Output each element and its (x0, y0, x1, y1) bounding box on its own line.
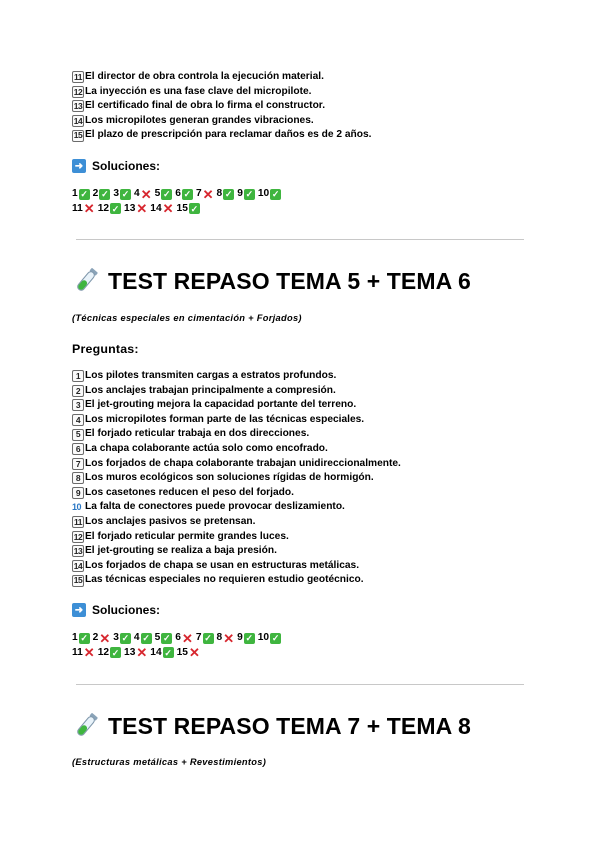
question-item (72, 369, 401, 384)
keycap-number-icon: 3 (72, 399, 84, 411)
answer-number: 11 (72, 646, 83, 658)
question-text: Los anclajes trabajan principalmente a compresión. (85, 384, 336, 396)
question-item (72, 384, 401, 399)
question-text: El forjado reticular trabaja en dos direcciones. (85, 428, 310, 440)
question-text: El plazo de prescripción para reclamar daños es de 2 años. (85, 129, 372, 141)
answer-number: 15 (176, 646, 188, 658)
answer-item (93, 631, 111, 646)
answer-number: 7 (195, 188, 202, 199)
cross-mark-icon: ✕ (83, 645, 95, 661)
answer-item (72, 187, 90, 202)
section-title (72, 266, 471, 296)
answer-item (177, 646, 200, 661)
divider (76, 239, 524, 240)
cross-mark-icon: ✕ (188, 645, 200, 661)
keycap-number-icon: 13 (73, 101, 83, 112)
answer-number: 9 (237, 632, 243, 643)
question-item (72, 457, 401, 472)
solutions-heading-b (72, 603, 160, 617)
question-item (72, 515, 401, 530)
answer-item (237, 631, 255, 646)
answer-line (72, 187, 284, 202)
question-item (72, 99, 372, 114)
section-subtitle: (Estructuras metálicas + Revestimientos) (72, 757, 267, 767)
question-item (72, 471, 401, 486)
test-tube-icon (72, 711, 100, 741)
question-item (72, 544, 401, 559)
question-item (72, 128, 372, 143)
test-tube-icon (72, 266, 100, 296)
keycap-number-icon: 6 (72, 443, 84, 455)
question-item (72, 442, 401, 457)
answer-line (72, 646, 284, 661)
answer-number: 13 (124, 646, 136, 658)
solutions-answers-b (72, 631, 284, 660)
answer-number: 1 (72, 632, 78, 643)
check-mark-icon: ✓ (80, 633, 88, 643)
answer-item (150, 202, 173, 217)
question-text: Las técnicas especiales no requieren estudio geotécnico. (85, 574, 364, 586)
question-item (72, 114, 372, 129)
keycap-number-icon: 14 (73, 560, 83, 571)
question-text: Los forjados de chapa se usan en estructuras metálicas. (85, 559, 360, 571)
question-text: Los muros ecológicos son soluciones rígidas de hormigón. (85, 472, 374, 484)
answer-number: 2 (92, 632, 99, 643)
answer-number: 11 (72, 202, 83, 214)
check-mark-icon: ✓ (164, 647, 172, 658)
keycap-number-icon: 4 (72, 414, 84, 426)
question-text: Los micropilotes generan grandes vibraciones. (85, 114, 314, 126)
check-mark-icon: ✓ (111, 647, 120, 658)
solutions-heading-a (72, 159, 160, 173)
answer-number: 14 (150, 202, 162, 214)
answer-number: 3 (113, 632, 119, 643)
answer-number: 4 (133, 632, 140, 643)
keycap-number-icon: 13 (73, 546, 83, 557)
question-text: Los pilotes transmiten cargas a estratos profundos. (85, 370, 337, 381)
cross-mark-icon: ✕ (162, 201, 174, 217)
question-text: El jet-grouting se realiza a baja presión. (85, 545, 277, 557)
keycap-number-icon: 12 (73, 531, 83, 542)
top-question-list (72, 70, 372, 143)
question-item (72, 427, 401, 442)
answer-item (134, 187, 152, 202)
question-item (72, 70, 372, 85)
answer-number: 10 (257, 188, 270, 199)
keycap-number-icon: 11 (74, 516, 82, 527)
answer-number: 13 (124, 202, 136, 214)
answer-item (175, 631, 193, 646)
arrow-right-icon: ➜ (72, 159, 86, 173)
question-text: La falta de conectores puede provocar deslizamiento. (85, 501, 345, 513)
answer-number: 4 (134, 188, 140, 199)
question-item (72, 413, 401, 428)
question-item (72, 559, 401, 574)
keycap-number-icon: 5 (72, 429, 84, 441)
check-mark-icon: ✓ (271, 189, 280, 199)
answer-number: 3 (113, 188, 120, 199)
section-title-text: TEST REPASO TEMA 7 + TEMA 8 (108, 712, 471, 739)
keycap-number-icon: 15 (73, 130, 83, 141)
answer-item (177, 202, 200, 217)
answer-item (196, 631, 214, 646)
question-item (72, 530, 401, 545)
question-text: Los micropilotes forman parte de las técnicas especiales. (85, 413, 365, 425)
keycap-number-icon: 10 (72, 502, 82, 513)
answer-number: 7 (195, 632, 202, 643)
check-mark-icon: ✓ (245, 189, 254, 199)
divider (76, 684, 524, 685)
cross-mark-icon: ✕ (99, 630, 111, 646)
check-mark-icon: ✓ (204, 633, 212, 643)
keycap-number-icon: 7 (72, 458, 84, 470)
keycap-number-icon: 12 (73, 86, 83, 97)
answer-item (124, 202, 147, 217)
answer-number: 9 (237, 188, 243, 199)
question-text: La chapa colaborante actúa solo como encofrado. (85, 442, 328, 454)
check-mark-icon: ✓ (111, 203, 120, 214)
question-item (72, 486, 401, 501)
answer-item (93, 187, 111, 202)
question-item (72, 398, 401, 413)
answer-number: 8 (216, 632, 223, 643)
solutions-label: Soluciones: (92, 159, 161, 173)
answer-item (134, 631, 152, 646)
answer-item (258, 631, 281, 646)
cross-mark-icon: ✕ (83, 201, 95, 217)
question-item (72, 85, 372, 100)
answer-item (217, 187, 235, 202)
check-mark-icon: ✓ (245, 633, 254, 643)
answer-number: 8 (216, 188, 223, 199)
answer-item (155, 631, 173, 646)
cross-mark-icon: ✕ (140, 186, 152, 202)
keycap-number-icon: 14 (73, 115, 83, 126)
answer-number: 1 (72, 188, 78, 199)
cross-mark-icon: ✕ (202, 186, 214, 202)
section-title (72, 711, 471, 741)
section-question-list (72, 369, 401, 588)
answer-item (72, 646, 95, 661)
answer-item (196, 187, 214, 202)
check-mark-icon: ✓ (183, 189, 192, 199)
keycap-number-icon: 11 (74, 72, 82, 82)
check-mark-icon: ✓ (224, 189, 233, 199)
section-title-text: TEST REPASO TEMA 5 + TEMA 6 (108, 267, 471, 294)
check-mark-icon: ✓ (121, 633, 130, 643)
keycap-number-icon: 2 (72, 385, 84, 397)
question-text: El certificado final de obra lo firma el constructor. (85, 100, 326, 112)
answer-number: 14 (150, 646, 162, 658)
check-mark-icon: ✓ (271, 633, 280, 643)
question-text: Los casetones reducen el peso del forjado. (85, 486, 294, 498)
answer-item (217, 631, 235, 646)
answer-number: 6 (175, 632, 181, 643)
answer-line (72, 631, 284, 646)
answer-item (72, 631, 90, 646)
answer-item (150, 646, 173, 661)
cross-mark-icon: ✕ (181, 630, 193, 646)
answer-item (155, 187, 173, 202)
check-mark-icon: ✓ (162, 189, 171, 199)
answer-number: 10 (257, 632, 270, 643)
answer-item (72, 202, 95, 217)
keycap-number-icon: 15 (73, 575, 83, 586)
check-mark-icon: ✓ (80, 189, 88, 199)
question-item (72, 500, 401, 515)
answer-item (237, 187, 255, 202)
questions-heading: Preguntas: (72, 342, 139, 356)
question-text: Los forjados de chapa colaborante trabajan unidireccionalmente. (85, 457, 401, 469)
cross-mark-icon: ✕ (136, 201, 148, 217)
answer-item (113, 631, 131, 646)
cross-mark-icon: ✕ (223, 630, 235, 646)
solutions-label: Soluciones: (92, 603, 161, 617)
answer-item (175, 187, 193, 202)
check-mark-icon: ✓ (121, 189, 130, 199)
answer-number: 5 (154, 188, 161, 199)
answer-item (258, 187, 281, 202)
question-text: El forjado reticular permite grandes luces. (85, 530, 289, 542)
answer-number: 12 (97, 202, 110, 214)
answer-item (98, 646, 121, 661)
answer-number: 15 (176, 202, 188, 214)
keycap-number-icon: 8 (72, 472, 84, 484)
answer-number: 6 (175, 188, 181, 199)
keycap-number-icon: 1 (72, 370, 84, 382)
answer-number: 5 (154, 632, 161, 643)
answer-number: 2 (92, 188, 99, 199)
answer-item (98, 202, 121, 217)
question-text: Los anclajes pasivos se pretensan. (85, 515, 256, 527)
solutions-answers-a (72, 187, 284, 216)
section-subtitle: (Técnicas especiales en cimentación + Forjados) (72, 313, 302, 323)
keycap-number-icon: 9 (72, 487, 84, 499)
arrow-right-icon: ➜ (72, 603, 86, 617)
answer-line (72, 202, 284, 217)
cross-mark-icon: ✕ (136, 645, 148, 661)
answer-item (113, 187, 131, 202)
answer-item (124, 646, 147, 661)
answer-number: 12 (97, 646, 110, 658)
question-text: El director de obra controla la ejecución material. (85, 71, 324, 82)
question-text: El jet-grouting mejora la capacidad portante del terreno. (85, 399, 357, 411)
check-mark-icon: ✓ (142, 633, 150, 643)
check-mark-icon: ✓ (101, 189, 109, 199)
question-item (72, 573, 401, 588)
check-mark-icon: ✓ (162, 633, 171, 643)
check-mark-icon: ✓ (190, 203, 199, 214)
question-text: La inyección es una fase clave del micropilote. (85, 85, 312, 97)
